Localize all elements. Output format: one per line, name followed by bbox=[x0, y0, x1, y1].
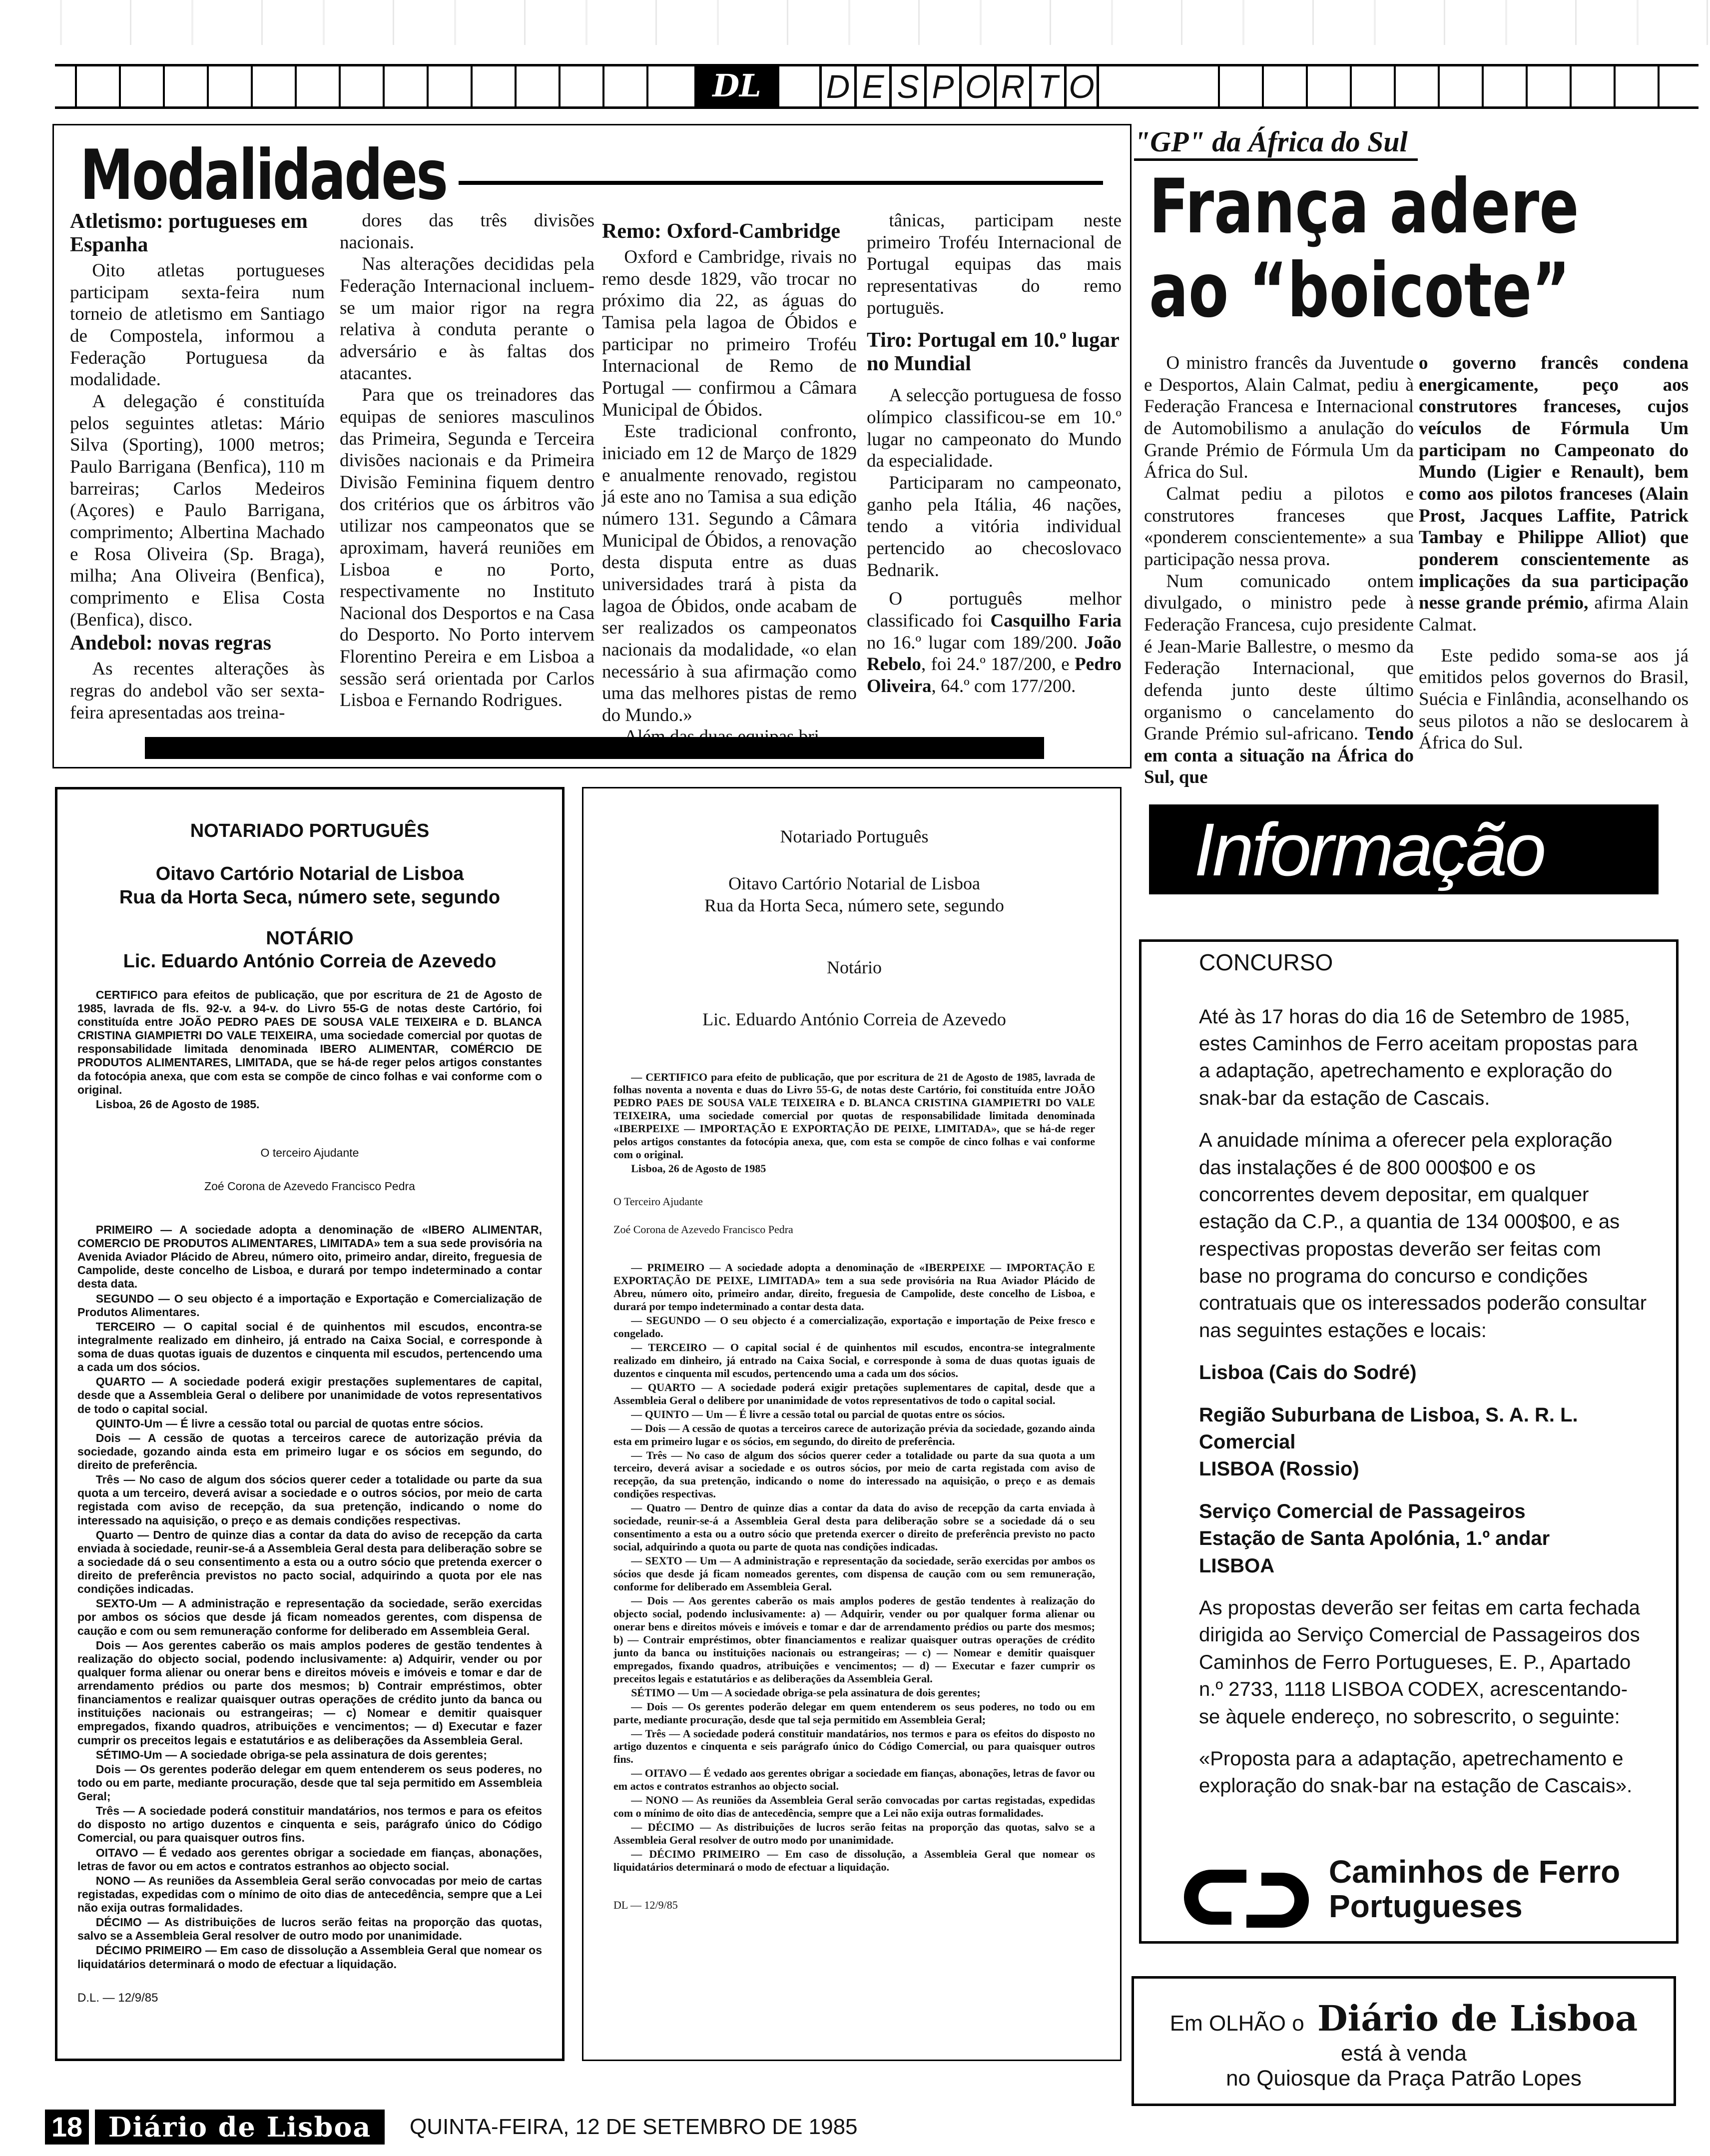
paragraph: Este pedido soma-se aos já emitidos pelos governos do Brasil, Suécia e Finlândia, aconselhando os seus pilotos a não se deslocarem à África do Sul. bbox=[1419, 645, 1689, 753]
signature-title: O terceiro Ajudante bbox=[260, 1146, 359, 1159]
title-rule bbox=[459, 181, 1103, 185]
section-letter: E bbox=[854, 66, 889, 107]
paragraph: Até às 17 horas do dia 16 de Setembro de 1985, estes Caminhos de Ferro aceitam propostas para a adaptação, apetrechamento e exploração do snak-bar da estação de Cascais. bbox=[1199, 1005, 1638, 1109]
banner-tick bbox=[1614, 66, 1616, 106]
notice-clauses bbox=[613, 1261, 1095, 1874]
notice-address: Rua da Horta Seca, número sete, segundo bbox=[704, 895, 1004, 915]
informacao-banner: Informação bbox=[1149, 804, 1659, 894]
clause-paragraph: Três — No caso de algum dos sócios querer ceder a totalidade ou parte da sua quota a um terceiro, deverá avisar a sociedade e o outros sócios, por meio de carta registada com aviso de recepção, da sua pretenção, indicando o nome do interessado na aquisição, o preço e as demais condições respectivas. bbox=[77, 1473, 542, 1527]
clause-paragraph: DÉCIMO — As distribuições de lucros serão feitas na proporção das quotas, salvo se a Assembleia Geral resolver de outro modo por unanimidade. bbox=[77, 1916, 542, 1943]
clause-paragraph: QUARTO — A sociedade poderá exigir prestações suplementares de capital, desde que a Assembleia Geral o delibere por unanimidade de votos representativos de todo o capital social. bbox=[77, 1375, 542, 1416]
clause-paragraph: — DÉCIMO PRIMEIRO — Em caso de dissolução, a Assembleia Geral que nomear os liquidatários determinará o modo de efectuar a liquidação. bbox=[613, 1848, 1095, 1874]
clause-paragraph: — SEGUNDO — O seu objecto é a comercialização, exportação e importação de Peixe fresco e congelado. bbox=[613, 1314, 1095, 1340]
banner-tick bbox=[163, 66, 165, 106]
station-santa-apolonia: Serviço Comercial de Passageiros Estação de Santa Apolónia, 1.º andar LISBOA bbox=[1199, 1500, 1550, 1577]
signature-title: O Terceiro Ajudante bbox=[613, 1195, 703, 1208]
olhao-line-3: no Quiosque da Praça Patrão Lopes bbox=[1226, 2066, 1582, 2091]
paragraph: dores das três divisões nacionais. bbox=[340, 210, 594, 253]
banner-tick bbox=[1394, 66, 1396, 106]
clause-paragraph: Quarto — Dentro de quinze dias a contar da data do aviso de recepção da carta enviada à sociedade, reunir-se-á a Assembleia Geral desta para deliberação sobre se a sociedade dá o seu consentimento a esta ou a outro sócio que pretenda exercer o direito de preferência previstos no pacto social, adquirindo a quota por ele nas condições indicadas. bbox=[77, 1528, 542, 1596]
paragraph: o governo francês condena energicamente, peço aos construtores franceses, cujos veículos de Fórmula Um participam no Campeonato do Mundo (Ligier e Renault), bem como aos pilotos franceses (Alain Prost, Jacques Laffite, Patrick Tambay e Philippe Alliot) que ponderem conscientemente as implicações da sua participação nesse grande prémio, afirma Alain Calmat. bbox=[1419, 353, 1689, 635]
clause-paragraph: — Quatro — Dentro de quinze dias a contar da data do aviso de recepção da carta enviada à sociedade, reunir-se-á a Assembleia Geral desta para deliberação sobre se a sociedade dá o seu consentimento a esta ou a outro sócio que pretenda exercer o direito de preferência previsto no pacto social, adquirindo a quota ou parte de quota nas condições indicadas. bbox=[613, 1501, 1095, 1553]
cp-logo-icon bbox=[1184, 1864, 1309, 1934]
banner-tick bbox=[75, 66, 77, 106]
headline-remo: Remo: Oxford-Cambridge bbox=[602, 220, 841, 243]
dl-logo: DL bbox=[694, 65, 779, 107]
notice-notary-name: Lic. Eduardo António Correia de Azevedo bbox=[123, 951, 497, 972]
clause-paragraph: — OITAVO — É vedado aos gerentes obrigar a sociedade em fianças, abonações, letras de favor ou em actos e contratos estranhos ao objecto social. bbox=[613, 1767, 1095, 1793]
notice-heading: NOTARIADO PORTUGUÊS bbox=[190, 820, 430, 841]
section-letter: O bbox=[959, 66, 994, 107]
paragraph: Nas alterações decididas pela Federação Internacional incluem-se um maior rigor na regra relativa à conduta perante o adversário e às faltas dos atacantes. bbox=[340, 254, 594, 384]
clause-paragraph: — DÉCIMO — As distribuições de lucros serão feitas na proporção das quotas, salvo se a Assembleia Geral resolver de outro modo por unanimidade. bbox=[613, 1821, 1095, 1847]
clause-paragraph: DÉCIMO PRIMEIRO — Em caso de dissolução a Assembleia Geral que nomear os liquidatários determinará o modo de efectuar a liquidação. bbox=[77, 1944, 542, 1971]
banner-tick bbox=[427, 66, 429, 106]
clause-paragraph: Dois — Aos gerentes caberão os mais amplos poderes de gestão tendentes à realização do objecto social, podendo inclusivamente: a) Adquirir, vender ou por qualquer forma alienar ou onerar bens e direitos móveis e imóveis e tomar e dar de arrendamento prédios ou parte dos mesmos; b) Contrair empréstimos, obter financiamentos e realizar quaisquer outras operações de crédito junto da banca ou instituições nacionais ou estrangeiras; — c) Nomear e demitir quaisquer empregados, fixando quadros, atribuições e vencimentos; — d) Executar e fazer cumprir os preceitos legais e estatutários e as deliberações da Assembleia Geral. bbox=[77, 1638, 542, 1747]
banner-tick bbox=[119, 66, 121, 106]
print-noise-strip bbox=[0, 0, 1710, 45]
modalidades-column-4 bbox=[867, 210, 1122, 698]
signature-name: Zoé Corona de Azevedo Francisco Pedra bbox=[613, 1223, 793, 1236]
modalidades-title: Modalidades bbox=[80, 135, 447, 215]
signature-name: Zoé Corona de Azevedo Francisco Pedra bbox=[204, 1179, 415, 1193]
olhao-line-1: Em OLHÃO o bbox=[1169, 2011, 1304, 2036]
paragraph: A delegação é constituída pelos seguintes atletas: Mário Silva (Sporting), 1000 metros; Paulo Barrigana (Benfica), 110 m barreiras; Carlos Medeiros (Açores) e Paulo Barrigana, comprimento; Albertina Machado e Rosa Oliveira (Sp. Braga), milha; Ana Oliveira (Benfica), comprimento e Elisa Costa (Benfica), disco. bbox=[70, 391, 325, 630]
banner-tick bbox=[602, 66, 604, 106]
notice-certificate: — CERTIFICO para efeito de publicação, que por escritura de 21 de Agosto de 1985, lavrada de folhas noventa a noventa e duas do Livro 55-G, de notas deste Cartório, foi constituída entre JOÃO PEDRO PAES DE SOUSA VALE TEIXEIRA e D. BLANCA CRISTINA GIAMPIETRI DO VALE TEIXEIRA, uma sociedade comercial por quotas de responsabilidade limitada denominada «IBERPEIXE — IMPORTAÇÃO E EXPORTAÇÃO DE PEIXE, LIMITADA», que se há-de reger pelos artigos constantes da fotocópia anexa, que, com esta se compõe de cinco folhas e vai conforme com o original. Lisboa, 26 de Agosto de 1985 bbox=[613, 1070, 1095, 1175]
headline-andebol: Andebol: novas regras bbox=[70, 632, 271, 655]
clause-paragraph: SEXTO-Um — A administração e representação da sociedade, serão exercidas por ambos os sócios que desde já ficam nomeados gerentes, com dispensa de caução e com ou sem remuneração conforme for deliberado em Assembleia Geral. bbox=[77, 1597, 542, 1637]
station-rossio: Região Suburbana de Lisboa, S. A. R. L. Comercial LISBOA (Rossio) bbox=[1199, 1404, 1578, 1480]
clause-paragraph: — TERCEIRO — O capital social é de quinhentos mil escudos, encontra-se integralmente realizado em dinheiro, já entrado na Caixa Social, e corresponde à soma de duas quotas iguais de duzentos e cinquenta mil escudos, pertencendo uma a cada um dos sócios. bbox=[613, 1341, 1095, 1380]
clause-paragraph: — Três — A sociedade poderá constituir mandatários, nos termos e para os efeitos do disposto no artigo duzentos e cinquenta e seis parágrafo único do Código Comercial, ou para quaisquer outros fins. bbox=[613, 1727, 1095, 1766]
clause-paragraph: — QUARTO — A sociedade poderá exigir pretações suplementares de capital, desde que a Assembleia Geral o delibere por unanimidade de votos representativos de todo o capital social. bbox=[613, 1381, 1095, 1407]
concurso-text bbox=[1199, 947, 1649, 1815]
paragraph: Num comunicado ontem divulgado, o ministro pede à Federação Francesa, cujo presidente é Jean-Marie Ballestre, o mesmo da Federação Internacional, que defenda junto deste último organismo o cancelamento do Grande Prémio sul-africano. Tendo em conta a situação na África do Sul, que bbox=[1144, 571, 1414, 788]
footer-masthead: Diário de Lisboa bbox=[95, 2110, 385, 2145]
paragraph: As recentes alterações às regras do andebol vão ser sexta-feira apresentadas aos treina- bbox=[70, 659, 325, 723]
banner-tick bbox=[1570, 66, 1572, 106]
gp-column-1 bbox=[1144, 352, 1414, 788]
clause-paragraph: — PRIMEIRO — A sociedade adopta a denominação de «IBERPEIXE — IMPORTAÇÃO E EXPORTAÇÃO DE PEIXE, LIMITADA» tem a sua sede provisória na Rua Aviador Plácido de Abreu, número oito, primeiro andar, direito, freguesia de Campolide, deste concelho de Lisboa, e durará por tempo indeterminado a contar desta data. bbox=[613, 1261, 1095, 1313]
clause-paragraph: — Dois — A cessão de quotas a terceiros carece de autorização prévia da sociedade, gozando ainda esta em primeiro lugar e os sócios, em segundo, do direito de preferência. bbox=[613, 1422, 1095, 1447]
concurso-title: CONCURSO bbox=[1199, 949, 1333, 975]
paragraph-results: O português melhor classificado foi Casquilho Faria no 16.º lugar com 189/200. João Rebelo, foi 24.º 187/200, e Pedro Oliveira, 64.º com 177/200. bbox=[867, 589, 1122, 697]
gp-headline: França adere ao “boicote” bbox=[1149, 163, 1579, 334]
clause-paragraph: — Dois — Aos gerentes caberão os mais amplos poderes de gestão tendentes à realização do objecto social, podendo inclusivamente: a) — Adquirir, vender ou por qualquer forma alienar ou onerar bens e direitos móveis e imóveis e tomar e dar de arrendamento prédios ou parte dos mesmos; b) — Contrair empréstimos, obter financiamentos e realizar quaisquer outras operações de crédito junto da banca ou instituições nacionais ou estrangeiras; — c) — Nomear e demitir quaisquer empregados, fixando quadros, atribuições e vencimentos; — d) — Executar e fazer cumprir os preceitos legais e estatutários e as deliberações da Assembleia Geral. bbox=[613, 1594, 1095, 1685]
notice-notary-name: Lic. Eduardo António Correia de Azevedo bbox=[702, 1009, 1006, 1029]
clause-paragraph: SEGUNDO — O seu objecto é a importação e Exportação e Comercialização de Produtos Alimentares. bbox=[77, 1292, 542, 1319]
banner-tick bbox=[515, 66, 517, 106]
gp-kicker: "GP" da África do Sul bbox=[1134, 125, 1418, 161]
paragraph: Oito atletas portugueses participam sexta-feira num torneio de atletismo em Santiago de Compostela, informou a Federação Portuguesa da modalidade. bbox=[70, 260, 325, 390]
banner-tick bbox=[339, 66, 341, 106]
banner-tick bbox=[1438, 66, 1440, 106]
modalidades-column-3 bbox=[602, 220, 857, 748]
banner-tick bbox=[1658, 66, 1660, 106]
banner-tick bbox=[1306, 66, 1308, 106]
paragraph: A anuidade mínima a oferecer pela exploração das instalações é de 800 000$00 e os concorrentes devem depositar, em qualquer estação da C.P., a quantia de 134 000$00, e as respectivas propostas deverão ser feitas com base no programa do concurso e condições contratuais que os interessados poderão consultar nas seguintes estações e locais: bbox=[1199, 1129, 1647, 1342]
clause-paragraph: OITAVO — É vedado aos gerentes obrigar a sociedade em fianças, abonações, letras de favor ou em actos e contratos estranhos ao objecto social. bbox=[77, 1846, 542, 1873]
page-number: 18 bbox=[45, 2110, 89, 2145]
clause-paragraph: Dois — Os gerentes poderão delegar em quem entenderem os seus poderes, no todo ou em parte, mediante procuração, desde que tal seja permitido em Assembleia Geral; bbox=[77, 1762, 542, 1803]
banner-tick bbox=[207, 66, 209, 106]
banner-tick bbox=[1262, 66, 1264, 106]
notice-reference: DL — 12/9/85 bbox=[613, 1899, 678, 1911]
paragraph: «Proposta para a adaptação, apetrechamento e exploração do snak-bar na estação de Cascais». bbox=[1199, 1747, 1633, 1797]
cp-brand-name: Caminhos de Ferro Portugueses bbox=[1329, 1854, 1621, 1925]
paragraph: As propostas deverão ser feitas em carta fechada dirigida ao Serviço Comercial de Passageiros dos Caminhos de Ferro Portugueses, E. P., Apartado n.º 2733, 1118 LISBOA CODEX, acrescentando-se àquele endereço, no sobrescrito, o seguinte: bbox=[1199, 1596, 1640, 1728]
black-divider-bar bbox=[145, 737, 1044, 759]
notice-heading: Notariado Português bbox=[780, 826, 929, 846]
clause-paragraph: — Dois — Os gerentes poderão delegar em quem entenderem os seus poderes, no todo ou em parte, mediante procuração, desde que tal seja permitido em Assembleia Geral; bbox=[613, 1700, 1095, 1726]
clause-paragraph: TERCEIRO — O capital social é de quinhentos mil escudos, encontra-se integralmente realizado em dinheiro, já entrado na Caixa Social, e corresponde à soma de duas quotas iguais de duzentos e cinquenta mil escudos, pertencendo uma a cada um dos sócios. bbox=[77, 1320, 542, 1374]
paragraph: tânicas, participam neste primeiro Troféu Internacional de Portugal equipas das mais representativas do remo portuguës. bbox=[867, 210, 1122, 318]
notice-certificate: CERTIFICO para efeitos de publicação, que por escritura de 21 de Agosto de 1985, lavrada de fls. 92-v. a 94-v. do Livro 55-G de notas deste Cartório, foi constituída entre JOÃO PEDRO PAES DE SOUSA VALE TEIXEIRA e D. BLANCA CRISTINA GIAMPIETRI DO VALE TEIXEIRA, uma sociedade comercial por quotas de responsabilidade limitada denominada IBERO ALIMENTAR, COMÉRCIO DE PRODUTOS ALIMENTARES, LIMITADA, que se há-de reger pelos artigos constantes da fotocópia anexa, que com esta se compõe de cinco folhas e vai conforme com o original. Lisboa, 26 de Agosto de 1985. bbox=[77, 988, 542, 1111]
notice-office: Oitavo Cartório Notarial de Lisboa bbox=[728, 873, 980, 893]
banner-tick bbox=[251, 66, 253, 106]
section-title bbox=[819, 66, 1099, 107]
clause-paragraph: Dois — A cessão de quotas a terceiros carece de autorização prévia da sociedade, gozando ainda esta em primeiro lugar e os sócios em segundo, do direito de preferência. bbox=[77, 1431, 542, 1472]
banner-tick bbox=[1350, 66, 1352, 106]
banner-tick bbox=[1482, 66, 1484, 106]
banner-tick bbox=[295, 66, 297, 106]
notice-address: Rua da Horta Seca, número sete, segundo bbox=[119, 886, 501, 908]
clause-paragraph: SÉTIMO-Um — A sociedade obriga-se pela assinatura de dois gerentes; bbox=[95, 1748, 487, 1761]
station-cais-sodre: Lisboa (Cais do Sodré) bbox=[1199, 1362, 1417, 1384]
notarial-notice-2 bbox=[582, 787, 1122, 2061]
paragraph: A selecção portuguesa de fosso olímpico classificou-se em 10.º lugar no campeonato do Mundo da especialidade. bbox=[867, 385, 1122, 472]
banner-tick bbox=[471, 66, 473, 106]
notice-office: Oitavo Cartório Notarial de Lisboa bbox=[155, 863, 464, 885]
clause-paragraph: SÉTIMO — Um — A sociedade obriga-se pela assinatura de dois gerentes; bbox=[631, 1686, 981, 1699]
banner-tick bbox=[646, 66, 648, 106]
clause-paragraph: Três — A sociedade poderá constituir mandatários, nos termos e para os efeitos do disposto no artigo duzentos e cinquenta e seis, parágrafo único do Código Comercial, ou para quaisquer outros fins. bbox=[77, 1804, 542, 1845]
modalidades-column-2 bbox=[340, 210, 594, 712]
paragraph: Para que os treinadores das equipas de seniores masculinos das Primeira, Segunda e Terceira divisões nacionais e da Primeira Divisão Feminina fiquem dentro dos critérios que os árbitros vão utilizar nos campeonatos que se aproximam, haverá reuniões em Lisboa e no Porto, respectivamente no Instituto Nacional dos Desportos e na Casa do Desporto. No Porto intervem Florentino Pereira e em Lisboa a sessão será orientada por Carlos Lisboa e Fernando Rodrigues. bbox=[340, 385, 594, 711]
clause-paragraph: — Três — No caso de algum dos sócios querer ceder a totalidade ou parte da sua quota a um terceiro, deverá avisar a sociedade e os outros sócios, por meio de carta registada com aviso de recepção, da sua pretenção, indicando o nome do interessado na aquisição, o preço e as demais condições respectivas. bbox=[613, 1448, 1095, 1500]
notarial-notice-1 bbox=[55, 787, 565, 2061]
paragraph: Este tradicional confronto, iniciado em 12 de Março de 1829 e anualmente renovado, registou já este ano no Tamisa a sua edição número 131. Segundo a Câmara Municipal de Óbidos, a renovação desta disputa entre as duas universidades trará à pista da lagoa de Óbidos, onde acabam de ser realizados os campeonatos nacionais da modalidade, «o elan necessário à sua afirmação como uma das melhores pistas de remo do Mundo.» bbox=[602, 421, 857, 725]
modalidades-column-1 bbox=[70, 210, 325, 723]
olhao-box bbox=[1132, 1976, 1676, 2106]
clause-paragraph: PRIMEIRO — A sociedade adopta a denominação de «IBERO ALIMENTAR, COMERCIO DE PRODUTOS ALIMENTARES, LIMITADA» tem a sua sede provisória na Avenida Aviador Plácido de Abreu, número oito, primeiro andar, direito, freguesia de Campolide, deste concelho de Lisboa, e durará por tempo indeterminado a contar desta data. bbox=[77, 1223, 542, 1291]
section-letter: P bbox=[924, 66, 959, 107]
paragraph: Participaram no campeonato, ganho pela Itália, 46 nações, tendo a vitória individual pertencido ao checoslovaco Bednarik. bbox=[867, 472, 1122, 581]
section-letter: D bbox=[819, 66, 854, 107]
section-letter: S bbox=[889, 66, 924, 107]
notice-notary-label: NOTÁRIO bbox=[266, 928, 354, 949]
clause-paragraph: — QUINTO — Um — É livre a cessão total ou parcial de quotas entre os sócios. bbox=[631, 1408, 1005, 1421]
paragraph: Calmat pediu a pilotos e construtores franceses que «ponderem conscientemente» a sua participação nessa prova. bbox=[1144, 483, 1414, 570]
banner-tick bbox=[559, 66, 561, 106]
clause-paragraph: QUINTO-Um — É livre a cessão total ou parcial de quotas entre sócios. bbox=[95, 1417, 484, 1430]
headline-atletismo: Atletismo: portugueses em Espanha bbox=[70, 210, 308, 257]
headline-tiro: Tiro: Portugal em 10.º lugar no Mundial bbox=[867, 329, 1120, 376]
section-letter: O bbox=[1064, 66, 1099, 107]
paragraph: O ministro francês da Juventude e Desportos, Alain Calmat, pediu à Federação Francesa e Internacional de Automobilismo a anulação do Grande Prémio de Fórmula Um da África do Sul. bbox=[1144, 353, 1414, 483]
banner-tick bbox=[1218, 66, 1220, 106]
clause-paragraph: NONO — As reuniões da Assembleia Geral serão convocadas por meio de cartas registadas, expedidas com o mínimo de oito dias de antecedência, sempre que a Lei não exija outras formalidades. bbox=[77, 1874, 542, 1915]
olhao-line-2: está à venda bbox=[1341, 2041, 1467, 2066]
banner-tick bbox=[1526, 66, 1528, 106]
notice-reference: D.L. — 12/9/85 bbox=[77, 1991, 158, 2005]
banner-tick bbox=[383, 66, 385, 106]
section-letter: R bbox=[994, 66, 1029, 107]
clause-paragraph: — NONO — As reuniões da Assembleia Geral serão convocadas por cartas registadas, expedidas com o mínimo de oito dias de antecedência, sempre que a Lei não exija outras formalidades. bbox=[613, 1794, 1095, 1820]
notice-notary-label: Notário bbox=[827, 957, 882, 977]
clause-paragraph: — SEXTO — Um — A administração e representação da sociedade, serão exercidas por ambos os sócios que desde já ficam nomeados gerentes, com dispensa de caução com ou sem remuneração, conforme for deliberado em Assembleia Geral. bbox=[613, 1554, 1095, 1593]
notice-clauses bbox=[77, 1223, 542, 1971]
olhao-masthead: Diário de Lisboa bbox=[1317, 1998, 1638, 2039]
footer-date: QUINTA-FEIRA, 12 DE SETEMBRO DE 1985 bbox=[410, 2115, 858, 2139]
paragraph: Oxford e Cambridge, rivais no remo desde 1829, vão trocar no próximo dia 22, as águas do Tamisa pela lagoa de Óbidos e participar no primeiro Troféu Internacional de Remo de Portugal — confirmou a Câmara Municipal de Óbidos. bbox=[602, 247, 857, 420]
section-letter: T bbox=[1029, 66, 1064, 107]
gp-column-2 bbox=[1419, 352, 1689, 754]
